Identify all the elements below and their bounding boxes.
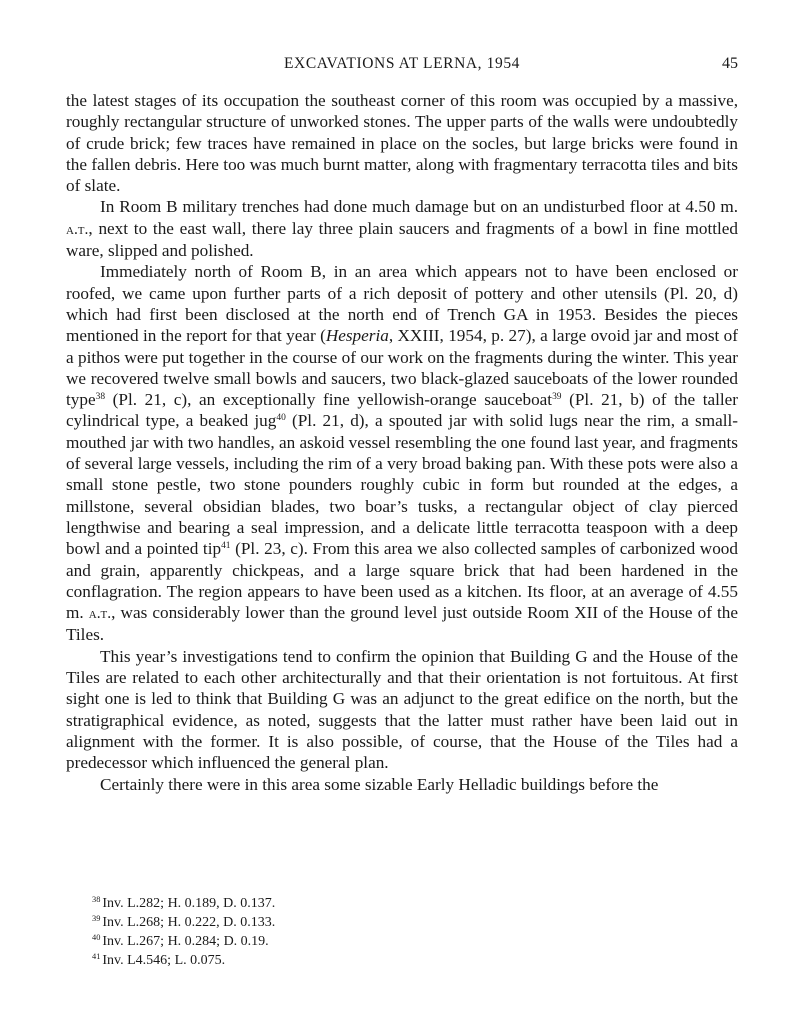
footnote-text: Inv. L.268; H. 0.222, D. 0.133. (102, 915, 276, 930)
footnote-number: 38 (92, 894, 101, 904)
footnote-number: 40 (92, 932, 101, 942)
footnote-ref: 41 (221, 541, 231, 552)
paragraph-p2 (66, 196, 738, 261)
text-run: This year’s investigations tend to confirm the opinion that Building G and the House of the Tiles are related to each other architecturally and that their orientation is not fortuitous. At first sight one is led to think that Building G was an adjunct to the great edifice on the north, but the stratigraphical evidence, as noted, suggests that the latter must rather have been laid out in alignment with the former. It is also possible, of course, that the House of the Tiles had a predecessor which influenced the general plan. (66, 646, 738, 773)
footnote (92, 951, 712, 970)
footnotes (92, 894, 712, 970)
footnote-text: Inv. L4.546; L. 0.075. (102, 953, 226, 968)
footnote (92, 894, 712, 913)
running-title: EXCAVATIONS AT LERNA, 1954 (283, 55, 521, 72)
footnote (92, 913, 712, 932)
abbreviation: a.t. (88, 605, 112, 623)
page-number: 45 (722, 55, 738, 72)
text-run: In Room B military trenches had done much damage but on an undisturbed floor at 4.50 m. (100, 197, 738, 217)
text-run: (Pl. 21, d), a spouted jar with solid lugs near the rim, a small-mouthed jar with two handles, an askoid vessel resembling the one found last year, and fragments of several large vessels, including the rim of a very broad baking pan. With these pots were also a small stone pestle, two stone pounders roughly cubic in form but rounded at the edges, a millstone, several obsidian blades, two boar’s tusks, a rectangular object of clay pierced lengthwise and bearing a seal impression, and a delicate little terracotta teaspoon with a deep bowl and a pointed tip (66, 411, 739, 559)
footnote-text: Inv. L.282; H. 0.189, D. 0.137. (102, 896, 276, 911)
text-run: , XXIII, 1954, p. 27), a large ovoid jar and most of a pithos were put together in the course of our work on the fragments during the winter. This year we recovered twelve small bowls and saucers, two black-glazed sauceboats of the lower rounded type (66, 326, 738, 410)
running-head (66, 55, 738, 77)
text-run: , was considerably lower than the ground level just outside Room XII of the House of the Tiles. (66, 603, 738, 645)
text-run: , next to the east wall, there lay three plain saucers and fragments of a bowl in fine mottled ware, slipped and polished. (66, 218, 738, 261)
footnote (92, 932, 712, 951)
text-run: Immediately north of Room B, in an area which appears not to have been enclosed or roofed, we came upon further parts of a rich deposit of pottery and other utensils (Pl. 20, d) which had first been disclosed at the north end of Trench GA in 1953. Besides the pieces mentioned in the report for that year ( (66, 262, 738, 346)
footnote-ref: 38 (95, 392, 106, 403)
paragraph-p3 (66, 261, 738, 645)
abbreviation: a.t. (66, 220, 89, 238)
footnote-number: 41 (92, 951, 101, 961)
paragraph-p5 (66, 774, 738, 795)
text-run: (Pl. 23, c). From this area we also collected samples of carbonized wood and grain, apparently chickpeas, and a large square brick that had been hardened in the conflagration. The region appears to have been used as a kitchen. Its floor, at an average of 4.55 m. (66, 539, 738, 623)
body-text (66, 90, 738, 795)
footnote-ref: 40 (276, 413, 286, 424)
italic-text: Hesperia (325, 326, 389, 346)
text-run: the latest stages of its occupation the southeast corner of this room was occupied by a massive, roughly rectangular structure of unworked stones. The upper parts of the walls were undoubtedly of crude brick; few traces have remained in place on the socles, but large bricks were found in the fallen debris. Here too was much burnt matter, along with fragmentary terracotta tiles and bits of slate. (66, 91, 738, 196)
text-run: Certainly there were in this area some sizable Early Helladic buildings before the (100, 774, 659, 794)
footnote-number: 39 (92, 913, 101, 923)
paragraph-p4 (66, 646, 738, 774)
text-run: (Pl. 21, b) of the taller cylindrical type, a beaked jug (66, 390, 738, 431)
text-run: (Pl. 21, c), an exceptionally fine yellowish-orange sauceboat (105, 390, 553, 410)
footnote-text: Inv. L.267; H. 0.284; D. 0.19. (102, 934, 269, 949)
paragraph-p1 (66, 90, 738, 196)
footnote-ref: 39 (552, 392, 562, 403)
